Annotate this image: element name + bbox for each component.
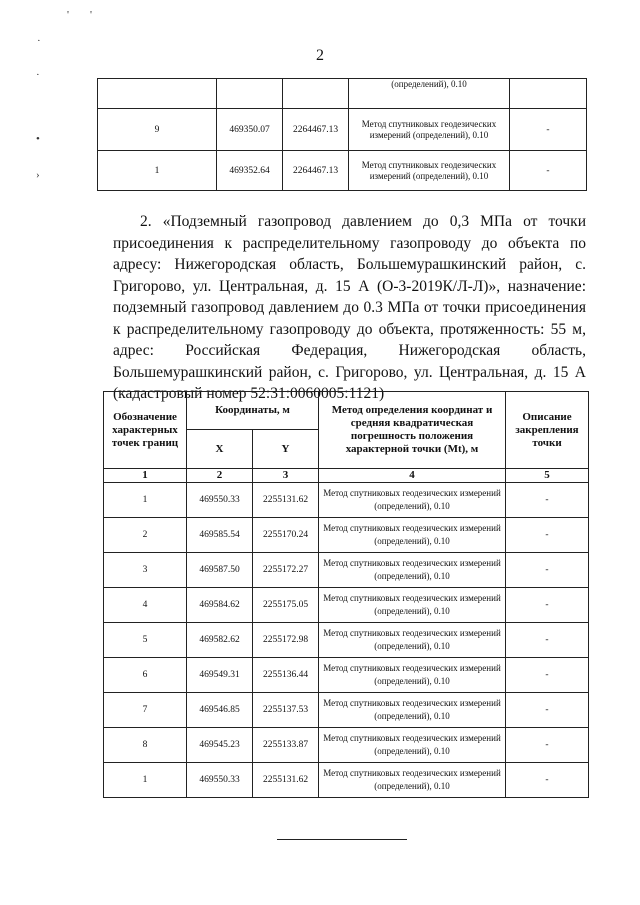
description-cell: - — [506, 553, 589, 588]
y-coordinate: 2255133.87 — [253, 728, 319, 763]
header-x: X — [187, 430, 253, 469]
point-number: 7 — [104, 693, 187, 728]
point-number: 4 — [104, 588, 187, 623]
page-number: 2 — [316, 47, 324, 64]
method-cell: (определений), 0.10 — [349, 79, 510, 109]
x-coordinate: 469585.54 — [187, 518, 253, 553]
header-description: Описание закрепления точки — [506, 392, 589, 469]
y-coordinate: 2255175.05 — [253, 588, 319, 623]
point-number: 1 — [104, 763, 187, 798]
scan-speck: • — [36, 133, 40, 145]
top-coordinates-table — [97, 78, 587, 191]
y-coordinate: 2255131.62 — [253, 763, 319, 798]
x-coordinate: 469350.07 — [217, 109, 283, 151]
x-coordinate: 469549.31 — [187, 658, 253, 693]
column-number: 2 — [187, 469, 253, 483]
method-cell: Метод спутниковых геодезических измерений (определений), 0.10 — [319, 728, 506, 763]
table-row — [98, 79, 587, 109]
point-number: 2 — [104, 518, 187, 553]
method-cell: Метод спутниковых геодезических измерений (определений), 0.10 — [319, 518, 506, 553]
scan-speck: ' — [67, 9, 69, 21]
column-number-row — [104, 469, 589, 483]
y-coordinate — [283, 79, 349, 109]
column-number: 3 — [253, 469, 319, 483]
header-designation: Обозначение характерных точек границ — [104, 392, 187, 469]
description-cell: - — [506, 623, 589, 658]
point-number: 1 — [104, 483, 187, 518]
table-row — [98, 109, 587, 151]
table-row — [104, 658, 589, 693]
table-row — [104, 763, 589, 798]
table-row — [98, 151, 587, 191]
x-coordinate: 469352.64 — [217, 151, 283, 191]
table-row — [104, 553, 589, 588]
point-number: 5 — [104, 623, 187, 658]
header-row — [104, 392, 589, 430]
x-coordinate — [217, 79, 283, 109]
method-cell: Метод спутниковых геодезических измерений (определений), 0.10 — [349, 151, 510, 191]
x-coordinate: 469545.23 — [187, 728, 253, 763]
y-coordinate: 2255172.27 — [253, 553, 319, 588]
point-number: 8 — [104, 728, 187, 763]
table-row — [104, 728, 589, 763]
y-coordinate: 2255137.53 — [253, 693, 319, 728]
method-cell: Метод спутниковых геодезических измерений (определений), 0.10 — [319, 658, 506, 693]
header-method: Метод определения координат и средняя квадратическая погрешность положения характерной точки (Mt), м — [319, 392, 506, 469]
y-coordinate: 2264467.13 — [283, 109, 349, 151]
scan-speck: ' — [90, 9, 92, 21]
table-row — [104, 623, 589, 658]
method-cell: Метод спутниковых геодезических измерений (определений), 0.10 — [319, 693, 506, 728]
table-row — [104, 483, 589, 518]
column-number: 1 — [104, 469, 187, 483]
y-coordinate: 2255136.44 — [253, 658, 319, 693]
description-cell: - — [506, 763, 589, 798]
y-coordinate: 2255170.24 — [253, 518, 319, 553]
x-coordinate: 469546.85 — [187, 693, 253, 728]
table-row — [104, 588, 589, 623]
description-cell: - — [506, 693, 589, 728]
description-cell: - — [506, 658, 589, 693]
y-coordinate: 2255131.62 — [253, 483, 319, 518]
point-number — [98, 79, 217, 109]
x-coordinate: 469550.33 — [187, 763, 253, 798]
method-cell: Метод спутниковых геодезических измерений (определений), 0.10 — [319, 483, 506, 518]
header-y: Y — [253, 430, 319, 469]
boundary-points-table — [103, 391, 589, 798]
point-number: 6 — [104, 658, 187, 693]
method-cell: Метод спутниковых геодезических измерений (определений), 0.10 — [319, 623, 506, 658]
description-cell: - — [506, 728, 589, 763]
y-coordinate: 2255172.98 — [253, 623, 319, 658]
header-coordinates: Координаты, м — [187, 392, 319, 430]
description-cell — [510, 79, 587, 109]
description-cell: - — [510, 151, 587, 191]
method-cell: Метод спутниковых геодезических измерений (определений), 0.10 — [349, 109, 510, 151]
signature-divider — [277, 839, 407, 840]
table-row — [104, 693, 589, 728]
method-cell: Метод спутниковых геодезических измерений (определений), 0.10 — [319, 588, 506, 623]
column-number: 5 — [506, 469, 589, 483]
x-coordinate: 469587.50 — [187, 553, 253, 588]
point-number: 1 — [98, 151, 217, 191]
point-number: 3 — [104, 553, 187, 588]
method-cell: Метод спутниковых геодезических измерений (определений), 0.10 — [319, 553, 506, 588]
scan-speck: · — [36, 69, 40, 81]
scan-speck: · — [37, 35, 41, 47]
column-number: 4 — [319, 469, 506, 483]
y-coordinate: 2264467.13 — [283, 151, 349, 191]
table-row — [104, 518, 589, 553]
description-cell: - — [510, 109, 587, 151]
description-cell: - — [506, 483, 589, 518]
x-coordinate: 469584.62 — [187, 588, 253, 623]
object-description — [113, 211, 586, 405]
description-cell: - — [506, 588, 589, 623]
paragraph-text: 2. «Подземный газопровод давлением до 0,3 МПа от точки присоединения к распределительному газопроводу до объекта по адресу: Нижегородская область, Большемурашкинский район, с. Григорово, ул. Центральная, д. 15 А (О-3-2019К/Л-Л)», назначение: подземный газопровод давлением до 0.3 МПа от точки присоединения к распределительному газопроводу до объекта, протяженность: 55 м, адрес: Российская Федерация, Нижегородская область, Большемурашкинский район, с. Григорово, ул. Центральная, д. 15 А (кадастровый номер 52:31:0060005:1121) — [113, 213, 586, 402]
method-cell: Метод спутниковых геодезических измерений (определений), 0.10 — [319, 763, 506, 798]
point-number: 9 — [98, 109, 217, 151]
scan-speck: › — [36, 169, 40, 181]
x-coordinate: 469550.33 — [187, 483, 253, 518]
description-cell: - — [506, 518, 589, 553]
x-coordinate: 469582.62 — [187, 623, 253, 658]
